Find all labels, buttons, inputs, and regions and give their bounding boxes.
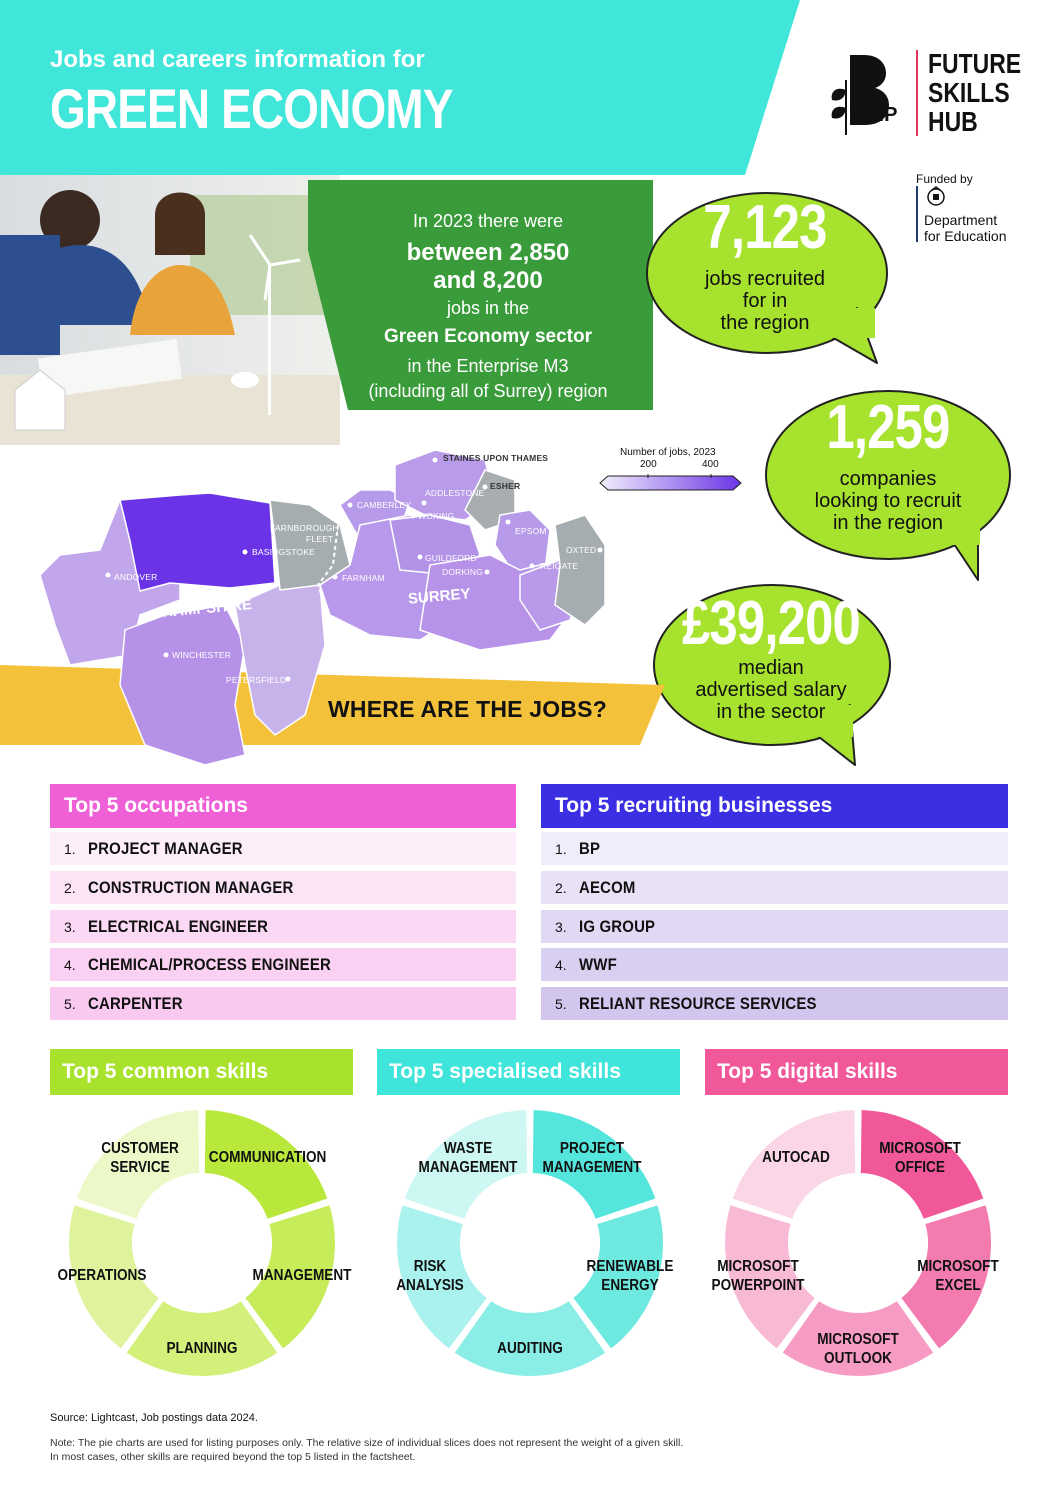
legend-high: 400 [702, 459, 719, 470]
intro-line7: (including all of Surrey) region [368, 381, 608, 401]
specialised-skills-header: Top 5 specialised skills [377, 1049, 680, 1095]
specialised-skill-label: RISK ANALYSIS [395, 1257, 464, 1294]
business-row [541, 871, 1008, 904]
dfe-line2: for Education [924, 228, 1007, 244]
legend-low: 200 [640, 459, 657, 470]
town-guildford: GUILDFORD [425, 553, 477, 563]
town-epsom: EPSOM [515, 526, 547, 536]
legend-title: Number of jobs, 2023 [620, 447, 716, 458]
town-reigate: REIGATE [540, 561, 579, 571]
companies-value: 1,259 [826, 393, 950, 462]
royal-crest-icon [924, 186, 948, 208]
business-label: IG GROUP [579, 916, 656, 936]
dfe-divider [916, 186, 918, 242]
common-skill-label: COMMUNICATION [208, 1149, 327, 1167]
town-esher: ESHER [490, 481, 521, 491]
common-skill-label: PLANNING [166, 1340, 238, 1357]
specialised-skill-label: AUDITING [497, 1340, 563, 1357]
occupation-row [50, 832, 516, 865]
town-camberley: CAMBERLEY [357, 500, 412, 510]
intro-line3: and 8,200 [433, 267, 543, 294]
digital-skill-label: MICROSOFT OUTLOOK [817, 1330, 899, 1367]
salary-value: £39,200 [681, 589, 861, 658]
jobs-line2: for in [742, 290, 788, 312]
business-rank: 1. [555, 841, 567, 857]
business-rank: 5. [555, 996, 567, 1013]
logo-hub: HUB [928, 106, 978, 137]
companies-line2: looking to recruit [814, 490, 962, 512]
jobs-value: 7,123 [703, 193, 827, 262]
companies-line1: companies [839, 468, 937, 490]
logo-future: FUTURE [928, 48, 1022, 79]
note-line2: In most cases, other skills are required beyond the top 5 listed in the factsheet. [50, 1451, 416, 1463]
town-woking: WOKING [418, 511, 455, 521]
occupation-label: CARPENTER [88, 994, 183, 1014]
occupation-label: CONSTRUCTION MANAGER [88, 877, 294, 897]
occupation-row [50, 948, 516, 981]
specialised-skill-label: WASTE MANAGEMENT [418, 1139, 518, 1176]
dfe-line1: Department [924, 212, 998, 228]
intro-line4: jobs in the [446, 298, 530, 318]
where-banner-text: WHERE ARE THE JOBS? [328, 696, 607, 722]
note-line1: Note: The pie charts are used for listing purposes only. The relative size of individual slices does not represent the weight of a given skill. [50, 1437, 684, 1449]
occupation-rank: 3. [64, 918, 76, 935]
label-hampshire: HAMPSHIRE [161, 596, 253, 621]
intro-line6: in the Enterprise M3 [407, 356, 569, 376]
town-staines: STAINES UPON THAMES [443, 453, 549, 463]
business-row [541, 832, 1008, 865]
legend-bar [598, 474, 743, 492]
business-label: AECOM [579, 877, 636, 897]
salary-line3: in the sector [716, 701, 826, 723]
occupation-rank: 2. [64, 879, 76, 896]
town-andover: ANDOVER [114, 572, 158, 582]
occupations-header: Top 5 occupations [50, 784, 516, 828]
town-farnborough: FARNBOROUGH [270, 523, 339, 533]
salary-line1: median [738, 657, 804, 679]
business-rank: 4. [555, 957, 567, 974]
business-label: WWF [579, 955, 617, 975]
header-subtitle: Jobs and careers information for [50, 46, 425, 73]
common-skill-label: MANAGEMENT [252, 1267, 352, 1285]
jobs-line3: the region [720, 312, 810, 334]
specialised-skill-label: PROJECT MANAGEMENT [542, 1139, 642, 1176]
occupation-row [50, 910, 516, 943]
common-skill-label: OPERATIONS [57, 1267, 147, 1285]
logo-skills: SKILLS [928, 77, 1010, 108]
town-farnham: FARNHAM [342, 573, 385, 583]
town-oxted: OXTED [566, 545, 597, 555]
business-row [541, 948, 1008, 981]
town-basingstoke: BASINGSTOKE [252, 547, 315, 557]
town-winchester: WINCHESTER [172, 650, 232, 660]
region-map [30, 445, 650, 765]
funded-by-label: Funded by [916, 172, 973, 186]
town-petersfield: PETERSFIELD [226, 675, 287, 685]
common-skills-header: Top 5 common skills [50, 1049, 353, 1095]
business-row [541, 987, 1008, 1020]
digital-skill-label: MICROSOFT POWERPOINT [711, 1257, 805, 1294]
business-label: BP [579, 839, 601, 858]
business-label: RELIANT RESOURCE SERVICES [579, 994, 817, 1014]
companies-line3: in the region [832, 512, 944, 534]
specialised-skill-label: RENEWABLE ENERGY [586, 1257, 674, 1294]
page-title: GREEN ECONOMY [50, 77, 453, 140]
lsip-label: LSIP [853, 104, 898, 126]
logo-divider [916, 50, 918, 136]
town-addlestone: ADDLESTONE [425, 488, 485, 498]
occupation-row [50, 987, 516, 1020]
intro-line5: Green Economy sector [383, 326, 593, 347]
occupation-row [50, 871, 516, 904]
salary-line2: advertised salary [695, 679, 847, 701]
business-rank: 3. [555, 918, 567, 935]
source-note: Source: Lightcast, Job postings data 2024. [50, 1412, 258, 1424]
jobs-line1: jobs recruited [704, 268, 826, 290]
businesses-header: Top 5 recruiting businesses [541, 784, 1008, 828]
digital-skill-label: AUTOCAD [762, 1149, 830, 1167]
digital-skill-label: MICROSOFT OFFICE [879, 1139, 961, 1176]
common-skill-label: CUSTOMER SERVICE [101, 1139, 179, 1176]
occupation-label: ELECTRICAL ENGINEER [88, 916, 269, 936]
occupation-rank: 1. [64, 841, 76, 857]
intro-line1: In 2023 there were [412, 211, 564, 231]
business-rank: 2. [555, 879, 567, 896]
intro-line2: between 2,850 [406, 239, 570, 266]
digital-skills-header: Top 5 digital skills [705, 1049, 1008, 1095]
town-dorking: DORKING [442, 567, 484, 577]
label-surrey: SURREY [407, 585, 472, 608]
business-row [541, 910, 1008, 943]
occupation-label: CHEMICAL/PROCESS ENGINEER [88, 955, 331, 975]
town-fleet: FLEET [306, 534, 334, 544]
occupation-label: PROJECT MANAGER [88, 839, 243, 858]
digital-skill-label: MICROSOFT EXCEL [917, 1257, 1000, 1294]
occupation-rank: 5. [64, 996, 76, 1013]
occupation-rank: 4. [64, 957, 76, 974]
office-photo [0, 175, 340, 445]
